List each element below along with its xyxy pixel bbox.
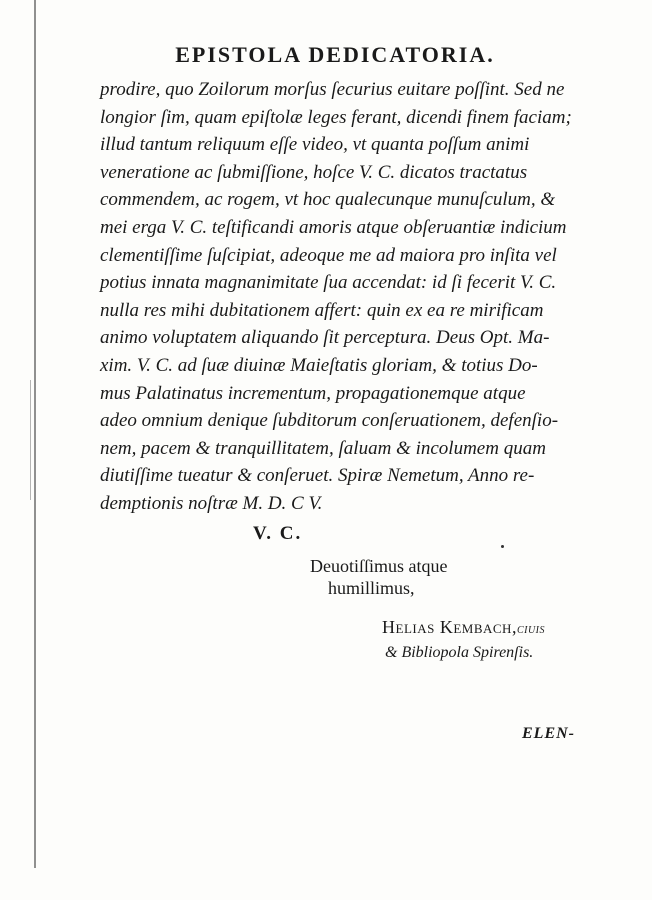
body-line: animo voluptatem aliquando ſit perceptura. Deus Opt. Ma- [100, 327, 550, 349]
letter-body [100, 76, 592, 518]
page-gutter-edge-inner [30, 380, 31, 500]
body-line: mus Palatinatus incrementum, propagationemque atque [100, 382, 526, 404]
closing-line-2: humillimus, [328, 578, 415, 598]
closing-formula [310, 555, 447, 599]
body-line: commendem, ac rogem, vt hoc qualecunque munuſculum, & [100, 189, 556, 211]
body-line: demptionis noſtræ M. D. C V. [100, 492, 323, 514]
signatory-name-text: Helias Kembach, [382, 617, 517, 637]
signatory-name-suffix: ciuis [516, 622, 546, 637]
body-line: adeo omnium denique ſubditorum conſeruationem, defenſio- [100, 410, 559, 432]
page-gutter-edge [34, 0, 36, 868]
body-line: prodire, quo Zoilorum morſus ſecurius euitare poſſint. Sed ne [100, 79, 565, 100]
body-line: longior ſim, quam epiſtolæ leges ferant, dicendi finem faciam; [100, 106, 572, 128]
body-line: diutiſſime tueatur & conſeruet. Spiræ Nemetum, Anno re- [100, 465, 535, 487]
signatory-role: & Bibliopola Spirenſis. [385, 644, 534, 661]
running-head [0, 42, 652, 68]
body-line: mei erga V. C. teſtificandi amoris atque obſeruantiæ indicium [100, 216, 567, 238]
signatory-name [382, 616, 545, 641]
body-line: clementiſſime ſuſcipiat, adeoque me ad maiora pro inſita vel [100, 244, 557, 266]
closing-line-1: Deuotiſſimus atque [310, 556, 448, 576]
body-line: illud tantum reliquum eſſe video, vt quanta poſſum animi [100, 134, 530, 156]
body-line: xim. V. C. ad ſuæ diuinæ Maieſtatis gloriam, & totius Do- [100, 354, 538, 376]
body-line: nem, pacem & tranquillitatem, ſaluam & incolumem quam [100, 437, 546, 459]
body-line: potius innata magnanimitate ſua accendat: id ſi fecerit V. C. [100, 272, 557, 294]
signature-block [382, 616, 545, 664]
ink-dot [501, 545, 504, 548]
running-head-text: EPISTOLA DEDICATORIA. [175, 42, 495, 67]
body-line: veneratione ac ſubmiſſione, hoſce V. C. dicatos tractatus [100, 161, 528, 183]
salutation: V. C. [253, 523, 303, 544]
body-line: nulla res mihi dubitationem affert: quin ex ea re mirificam [100, 299, 544, 321]
catchword: ELEN- [522, 725, 575, 742]
